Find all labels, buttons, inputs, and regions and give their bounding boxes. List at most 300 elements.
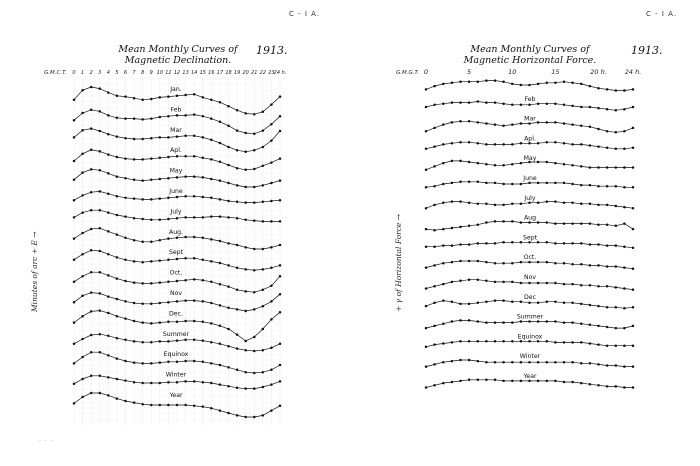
- data-point: [537, 121, 540, 124]
- data-point: [563, 242, 566, 245]
- data-point: [425, 148, 428, 151]
- x-tick-label: 18: [225, 70, 232, 76]
- data-point: [546, 380, 549, 383]
- data-point: [433, 85, 436, 88]
- series-dec: [425, 294, 635, 310]
- data-point: [546, 102, 549, 105]
- data-point: [623, 206, 626, 209]
- data-point: [606, 146, 609, 149]
- data-point: [468, 260, 471, 263]
- data-point: [623, 89, 626, 92]
- data-point: [433, 302, 436, 305]
- data-point: [528, 142, 531, 145]
- data-point: [528, 380, 531, 383]
- data-point: [580, 322, 583, 325]
- data-point: [442, 299, 445, 302]
- data-point: [477, 121, 480, 124]
- x-tick-label: 14: [190, 70, 198, 76]
- data-point: [580, 184, 583, 187]
- data-point: [494, 101, 497, 104]
- data-point: [511, 361, 514, 364]
- data-point: [459, 80, 462, 83]
- data-point: [511, 163, 514, 166]
- data-point: [528, 261, 531, 264]
- data-point: [571, 381, 574, 384]
- series-label: Year: [523, 373, 537, 380]
- data-point: [554, 222, 557, 225]
- series-label: Summer: [162, 330, 190, 338]
- data-point: [520, 282, 523, 285]
- declination-title: Mean Monthly Curves of Magnetic Declination.: [118, 44, 238, 66]
- data-point: [528, 221, 531, 224]
- data-point: [571, 183, 574, 186]
- data-point: [580, 382, 583, 385]
- data-point: [425, 88, 428, 91]
- data-point: [511, 143, 514, 146]
- data-point: [554, 182, 557, 185]
- data-point: [425, 228, 428, 231]
- data-point: [563, 283, 566, 286]
- data-point: [442, 342, 445, 345]
- data-point: [528, 241, 531, 244]
- x-axis-prefix: G.M.C.T.: [44, 70, 67, 76]
- data-point: [477, 340, 480, 343]
- horizontal-force-y-axis-label: + γ of Horizontal Force →: [394, 213, 403, 312]
- data-point: [615, 205, 618, 208]
- data-point: [615, 225, 618, 228]
- series-july: [425, 195, 635, 210]
- data-point: [554, 341, 557, 344]
- data-point: [546, 182, 549, 185]
- x-tick-label: 13: [182, 70, 189, 76]
- x-tick-label: 16: [208, 70, 215, 76]
- data-point: [571, 143, 574, 146]
- data-point: [468, 161, 471, 164]
- series-label: July: [170, 208, 182, 216]
- data-point: [511, 104, 514, 107]
- data-point: [632, 247, 635, 250]
- data-point: [623, 365, 626, 368]
- data-point: [597, 243, 600, 246]
- series-label: Feb: [524, 95, 536, 103]
- data-point: [433, 363, 436, 366]
- data-point: [485, 379, 488, 382]
- data-point: [442, 382, 445, 385]
- data-point: [546, 261, 549, 264]
- data-point: [554, 82, 557, 85]
- data-point: [425, 207, 428, 210]
- series-sept: [425, 234, 635, 249]
- data-point: [502, 262, 505, 265]
- data-point: [546, 221, 549, 224]
- data-point: [459, 359, 462, 362]
- data-point: [528, 361, 531, 364]
- data-point: [511, 281, 514, 284]
- data-point: [554, 320, 557, 323]
- data-point: [615, 327, 618, 330]
- data-point: [580, 83, 583, 86]
- data-point: [502, 241, 505, 244]
- data-point: [468, 379, 471, 382]
- data-point: [580, 263, 583, 266]
- x-tick-label: 4: [106, 70, 110, 76]
- data-point: [468, 181, 471, 184]
- x-tick-label: 21: [251, 70, 258, 76]
- x-tick-label: 22: [259, 70, 267, 76]
- series-label: Dec.: [169, 310, 183, 318]
- data-point: [425, 346, 428, 349]
- data-point: [451, 360, 454, 363]
- data-point: [485, 340, 488, 343]
- data-point: [468, 303, 471, 306]
- data-point: [537, 361, 540, 364]
- data-point: [451, 227, 454, 230]
- data-point: [589, 184, 592, 187]
- data-point: [554, 200, 557, 203]
- data-point: [459, 243, 462, 246]
- data-point: [528, 122, 531, 125]
- data-point: [606, 344, 609, 347]
- data-point: [597, 223, 600, 226]
- data-point: [589, 383, 592, 386]
- data-point: [520, 142, 523, 145]
- data-point: [632, 186, 635, 189]
- data-point: [537, 320, 540, 323]
- data-point: [425, 106, 428, 109]
- right-page-ref: C - I A.: [646, 10, 678, 18]
- data-point: [554, 102, 557, 105]
- data-point: [615, 109, 618, 112]
- x-tick-label: 7: [132, 70, 136, 76]
- data-point: [451, 200, 454, 203]
- data-point: [615, 344, 618, 347]
- data-point: [632, 344, 635, 347]
- data-point: [580, 222, 583, 225]
- data-point: [615, 286, 618, 289]
- declination-y-axis-label: Minutes of arc + E →: [30, 231, 39, 312]
- data-point: [433, 325, 436, 328]
- data-point: [580, 341, 583, 344]
- data-point: [589, 362, 592, 365]
- data-point: [477, 80, 480, 83]
- declination-year: 1913.: [256, 44, 288, 57]
- data-point: [425, 386, 428, 389]
- data-point: [451, 244, 454, 247]
- data-point: [571, 283, 574, 286]
- data-point: [563, 122, 566, 125]
- data-point: [485, 101, 488, 104]
- data-point: [459, 160, 462, 163]
- data-point: [451, 341, 454, 344]
- data-point: [502, 361, 505, 364]
- data-point: [425, 186, 428, 189]
- data-point: [580, 362, 583, 365]
- data-point: [459, 141, 462, 144]
- data-point: [623, 287, 626, 290]
- data-point: [615, 265, 618, 268]
- data-point: [571, 321, 574, 324]
- data-point: [528, 201, 531, 204]
- data-point: [623, 307, 626, 310]
- data-point: [615, 131, 618, 134]
- data-point: [520, 183, 523, 186]
- data-point: [563, 182, 566, 185]
- data-point: [442, 228, 445, 231]
- data-point: [615, 244, 618, 247]
- series-label: Aug: [523, 214, 537, 222]
- data-point: [425, 266, 428, 269]
- data-point: [502, 380, 505, 383]
- data-point: [597, 285, 600, 288]
- data-point: [494, 182, 497, 185]
- data-point: [537, 241, 540, 244]
- data-point: [494, 79, 497, 82]
- data-point: [520, 261, 523, 264]
- x-tick-label: 5: [467, 68, 472, 76]
- data-point: [589, 126, 592, 129]
- data-point: [502, 321, 505, 324]
- data-point: [606, 108, 609, 111]
- data-point: [615, 185, 618, 188]
- series-oct: [425, 254, 635, 270]
- series-label: Sept: [168, 249, 184, 257]
- data-point: [563, 201, 566, 204]
- data-point: [485, 79, 488, 82]
- data-point: [597, 384, 600, 387]
- data-point: [451, 82, 454, 85]
- data-point: [615, 89, 618, 92]
- series-label: May: [523, 155, 537, 163]
- data-point: [477, 379, 480, 382]
- data-point: [563, 321, 566, 324]
- x-tick-label: 6: [123, 70, 128, 76]
- data-point: [468, 120, 471, 123]
- data-point: [554, 121, 557, 124]
- data-point: [571, 361, 574, 364]
- data-point: [546, 82, 549, 85]
- data-point: [511, 321, 514, 324]
- data-point: [433, 145, 436, 148]
- series-label: Jan.: [170, 86, 182, 93]
- data-point: [571, 302, 574, 305]
- data-point: [563, 142, 566, 145]
- x-tick-label: 10: [508, 68, 517, 76]
- data-point: [433, 127, 436, 129]
- data-point: [554, 282, 557, 285]
- data-point: [451, 121, 454, 124]
- series-label: Year: [169, 392, 183, 399]
- data-point: [563, 222, 566, 225]
- data-point: [623, 222, 626, 225]
- data-point: [615, 385, 618, 388]
- data-point: [597, 128, 600, 131]
- series-nov: [425, 274, 635, 291]
- data-point: [433, 285, 436, 288]
- data-point: [632, 88, 635, 91]
- data-point: [520, 221, 523, 224]
- data-point: [563, 262, 566, 265]
- data-point: [520, 361, 523, 364]
- series-label: May: [169, 167, 183, 175]
- data-point: [520, 122, 523, 125]
- data-point: [485, 122, 488, 125]
- series-label: Mar: [524, 115, 536, 123]
- data-point: [485, 163, 488, 166]
- data-point: [537, 380, 540, 383]
- data-point: [459, 380, 462, 383]
- data-point: [597, 166, 600, 169]
- data-point: [502, 281, 505, 284]
- data-point: [589, 222, 592, 225]
- data-point: [433, 229, 436, 232]
- data-point: [615, 364, 618, 367]
- data-point: [589, 304, 592, 307]
- data-point: [433, 343, 436, 346]
- data-point: [494, 220, 497, 223]
- data-point: [537, 182, 540, 185]
- data-point: [442, 83, 445, 86]
- data-point: [571, 222, 574, 225]
- data-point: [494, 204, 497, 207]
- data-point: [459, 303, 462, 306]
- data-point: [425, 305, 428, 308]
- data-point: [546, 200, 549, 203]
- data-point: [502, 220, 505, 223]
- data-point: [632, 386, 635, 389]
- data-point: [520, 241, 523, 244]
- data-point: [477, 181, 480, 184]
- data-point: [459, 200, 462, 203]
- data-point: [494, 379, 497, 382]
- data-point: [468, 101, 471, 104]
- data-point: [511, 340, 514, 343]
- data-point: [623, 108, 626, 111]
- data-point: [477, 242, 480, 245]
- data-point: [546, 141, 549, 144]
- data-point: [459, 120, 462, 123]
- series-label: Oct.: [523, 254, 537, 262]
- data-point: [502, 204, 505, 207]
- data-point: [477, 162, 480, 165]
- data-point: [606, 364, 609, 367]
- data-point: [537, 261, 540, 264]
- data-point: [571, 164, 574, 167]
- data-point: [537, 282, 540, 285]
- series-label: Summer: [516, 313, 544, 321]
- series-label: June: [169, 188, 183, 195]
- data-point: [563, 163, 566, 166]
- data-point: [632, 146, 635, 149]
- data-point: [563, 80, 566, 83]
- data-point: [477, 100, 480, 103]
- data-point: [580, 165, 583, 168]
- data-point: [485, 300, 488, 303]
- series-winter: [425, 353, 635, 368]
- data-point: [606, 385, 609, 388]
- data-point: [580, 203, 583, 206]
- data-point: [520, 380, 523, 383]
- data-point: [494, 262, 497, 265]
- data-point: [537, 340, 540, 343]
- x-tick-label: 1: [80, 70, 85, 76]
- data-point: [528, 302, 531, 305]
- data-point: [502, 299, 505, 302]
- data-point: [597, 145, 600, 148]
- data-point: [442, 123, 445, 126]
- data-point: [442, 283, 445, 286]
- data-point: [451, 261, 454, 264]
- data-point: [442, 183, 445, 186]
- data-point: [502, 183, 505, 186]
- data-point: [502, 124, 505, 127]
- data-point: [451, 160, 454, 163]
- data-point: [433, 185, 436, 188]
- data-point: [606, 265, 609, 268]
- data-point: [459, 260, 462, 263]
- data-point: [606, 130, 609, 133]
- data-point: [571, 242, 574, 245]
- data-point: [597, 305, 600, 308]
- data-point: [528, 104, 531, 107]
- series-label: Equinox: [517, 333, 543, 341]
- series-equinox: [425, 333, 635, 348]
- data-point: [632, 166, 635, 169]
- data-point: [528, 182, 531, 185]
- data-point: [494, 281, 497, 284]
- data-point: [546, 300, 549, 303]
- data-point: [563, 341, 566, 344]
- data-point: [442, 201, 445, 204]
- data-point: [520, 320, 523, 323]
- data-point: [459, 226, 462, 229]
- data-point: [477, 223, 480, 226]
- data-point: [494, 321, 497, 324]
- data-point: [632, 306, 635, 309]
- data-point: [589, 243, 592, 246]
- data-point: [571, 82, 574, 85]
- data-point: [632, 127, 635, 129]
- data-point: [468, 340, 471, 343]
- x-tick-label: 17: [216, 70, 224, 76]
- data-point: [589, 106, 592, 109]
- data-point: [580, 106, 583, 109]
- data-point: [425, 365, 428, 368]
- left-page-ref: C - I A.: [289, 10, 321, 18]
- data-point: [502, 143, 505, 146]
- data-point: [589, 264, 592, 267]
- data-point: [537, 142, 540, 145]
- data-point: [502, 340, 505, 343]
- data-point: [511, 380, 514, 383]
- data-point: [623, 266, 626, 269]
- data-point: [528, 320, 531, 323]
- series-label: Winter: [165, 371, 187, 379]
- x-tick-label: 15: [199, 70, 206, 76]
- data-point: [537, 221, 540, 224]
- data-point: [589, 144, 592, 147]
- data-point: [554, 141, 557, 144]
- data-point: [494, 164, 497, 167]
- series-label: Apl.: [170, 147, 182, 155]
- data-point: [606, 166, 609, 169]
- data-point: [571, 105, 574, 108]
- series-unlabeled: [425, 79, 635, 91]
- x-tick-label: 15: [551, 68, 560, 76]
- x-tick-label: 9: [149, 70, 153, 76]
- data-point: [485, 280, 488, 283]
- data-point: [502, 80, 505, 83]
- data-point: [589, 342, 592, 345]
